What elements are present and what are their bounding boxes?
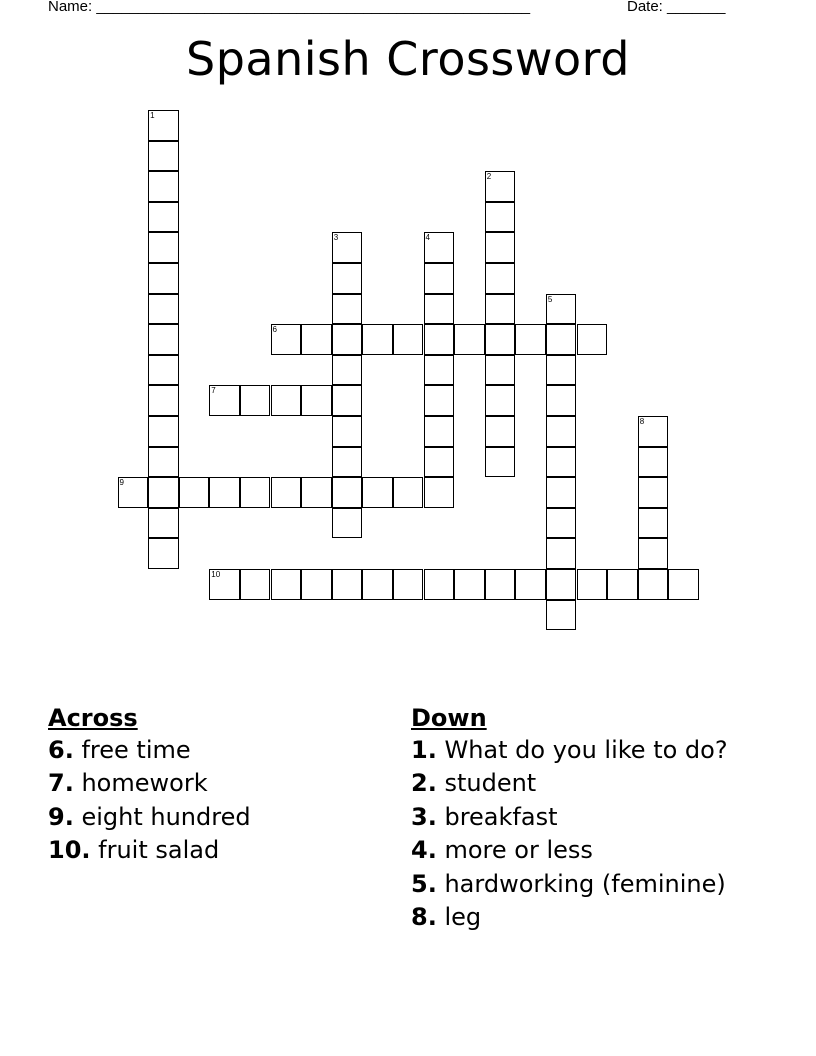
crossword-cell[interactable]	[271, 569, 302, 600]
crossword-cell[interactable]	[301, 569, 332, 600]
crossword-cell[interactable]	[424, 385, 455, 416]
crossword-cell[interactable]	[485, 324, 516, 355]
clue-number: 3.	[411, 802, 437, 831]
clue-text: more or less	[444, 836, 593, 865]
cell-number: 3	[333, 233, 339, 243]
clue-text: homework	[81, 769, 208, 798]
crossword-cell[interactable]	[546, 294, 577, 325]
crossword-cell[interactable]	[638, 508, 669, 539]
crossword-cell[interactable]	[424, 477, 455, 508]
crossword-cell[interactable]	[546, 385, 577, 416]
crossword-cell[interactable]	[424, 447, 455, 478]
crossword-cell[interactable]	[362, 569, 393, 600]
crossword-cell[interactable]	[332, 324, 363, 355]
crossword-cell[interactable]	[179, 477, 210, 508]
crossword-cell[interactable]	[332, 416, 363, 447]
crossword-cell[interactable]	[577, 324, 608, 355]
crossword-cell[interactable]	[148, 447, 179, 478]
crossword-cell[interactable]	[546, 569, 577, 600]
crossword-cell[interactable]	[546, 447, 577, 478]
crossword-cell[interactable]	[209, 385, 240, 416]
cell-number: 6	[272, 325, 277, 335]
across-clue-item	[48, 767, 251, 800]
clue-text: breakfast	[444, 802, 558, 831]
crossword-cell[interactable]	[485, 385, 516, 416]
crossword-cell[interactable]	[301, 477, 332, 508]
crossword-cell[interactable]	[148, 324, 179, 355]
crossword-cell[interactable]	[424, 263, 455, 294]
crossword-cell[interactable]	[546, 477, 577, 508]
down-heading: Down	[411, 704, 487, 732]
crossword-cell[interactable]	[148, 202, 179, 233]
cell-number: 2	[486, 172, 492, 182]
crossword-cell[interactable]	[424, 569, 455, 600]
crossword-cell[interactable]	[148, 385, 179, 416]
crossword-cell[interactable]	[148, 477, 179, 508]
across-clue-item	[48, 834, 251, 867]
crossword-cell[interactable]	[332, 447, 363, 478]
down-clue-item	[411, 801, 728, 834]
crossword-cell[interactable]	[546, 538, 577, 569]
crossword-cell[interactable]	[332, 477, 363, 508]
crossword-cell[interactable]	[332, 294, 363, 325]
across-clue-item	[48, 801, 251, 834]
down-clue-item	[411, 868, 728, 901]
crossword-cell[interactable]	[485, 202, 516, 233]
crossword-cell[interactable]	[485, 232, 516, 263]
crossword-cell[interactable]	[148, 232, 179, 263]
crossword-cell[interactable]	[271, 477, 302, 508]
crossword-cell[interactable]	[485, 355, 516, 386]
cell-number: 1	[150, 111, 155, 120]
crossword-cell[interactable]	[118, 477, 149, 508]
clue-number: 10.	[48, 836, 91, 865]
clue-text: free time	[81, 736, 191, 764]
crossword-cell[interactable]	[148, 294, 179, 325]
down-clue-item	[411, 901, 728, 934]
crossword-cell[interactable]	[362, 477, 393, 508]
crossword-cell[interactable]	[424, 294, 455, 325]
crossword-cell[interactable]	[148, 110, 179, 141]
name-field[interactable]: Name: ____________________________________________________	[48, 0, 531, 15]
crossword-cell[interactable]	[638, 416, 669, 447]
cell-number: 10	[211, 570, 221, 579]
crossword-cell[interactable]	[393, 477, 424, 508]
crossword-cell[interactable]	[546, 508, 577, 539]
crossword-cell[interactable]	[454, 324, 485, 355]
crossword-cell[interactable]	[485, 294, 516, 325]
crossword-cell[interactable]	[424, 355, 455, 386]
crossword-cell[interactable]	[148, 538, 179, 569]
crossword-cell[interactable]	[148, 141, 179, 172]
across-clue-item	[48, 734, 251, 767]
crossword-cell[interactable]	[209, 569, 240, 600]
crossword-cell[interactable]	[148, 263, 179, 294]
crossword-cell[interactable]	[638, 447, 669, 478]
crossword-cell[interactable]	[515, 569, 546, 600]
clue-text: eight hundred	[81, 802, 251, 831]
crossword-cell[interactable]	[148, 508, 179, 539]
crossword-cell[interactable]	[546, 416, 577, 447]
clue-number: 1.	[411, 736, 437, 764]
clue-number: 6.	[48, 736, 74, 764]
crossword-cell[interactable]	[546, 600, 577, 631]
clue-number: 8.	[411, 903, 437, 932]
crossword-cell[interactable]	[546, 324, 577, 355]
crossword-cell[interactable]	[668, 569, 699, 600]
down-clue-item	[411, 734, 728, 767]
clue-text: What do you like to do?	[444, 736, 728, 764]
crossword-cell[interactable]	[638, 569, 669, 600]
crossword-cell[interactable]	[332, 232, 363, 263]
down-clues	[411, 703, 728, 934]
clue-number: 2.	[411, 769, 437, 798]
crossword-cell[interactable]	[148, 416, 179, 447]
crossword-cell[interactable]	[332, 263, 363, 294]
crossword-cell[interactable]	[607, 569, 638, 600]
crossword-cell[interactable]	[393, 324, 424, 355]
clue-number: 9.	[48, 802, 74, 831]
crossword-cell[interactable]	[454, 569, 485, 600]
crossword-cell[interactable]	[332, 569, 363, 600]
cell-number: 5	[547, 294, 553, 304]
crossword-cell[interactable]	[148, 171, 179, 202]
crossword-cell[interactable]	[148, 355, 179, 386]
crossword-cell[interactable]	[240, 569, 271, 600]
crossword-cell[interactable]	[424, 324, 455, 355]
date-field[interactable]: Date: _______	[627, 0, 726, 15]
crossword-cell[interactable]	[485, 171, 516, 202]
cell-number: 7	[211, 386, 216, 396]
crossword-cell[interactable]	[240, 477, 271, 508]
cell-number: 4	[425, 233, 430, 243]
crossword-cell[interactable]	[485, 569, 516, 600]
crossword-cell[interactable]	[271, 385, 302, 416]
clue-text: hardworking (feminine)	[444, 869, 726, 898]
clue-number: 4.	[411, 836, 437, 865]
cell-number: 9	[119, 478, 124, 488]
crossword-cell[interactable]	[209, 477, 240, 508]
clue-number: 5.	[411, 869, 437, 898]
across-heading: Across	[48, 704, 138, 732]
clue-text: leg	[444, 903, 482, 932]
crossword-cell[interactable]	[424, 416, 455, 447]
crossword-cell[interactable]	[301, 385, 332, 416]
clue-text: fruit salad	[98, 836, 220, 865]
crossword-cell[interactable]	[485, 263, 516, 294]
crossword-cell[interactable]	[424, 232, 455, 263]
crossword-cell[interactable]	[301, 324, 332, 355]
crossword-cell[interactable]	[271, 324, 302, 355]
crossword-cell[interactable]	[515, 324, 546, 355]
crossword-cell[interactable]	[332, 355, 363, 386]
crossword-cell[interactable]	[638, 477, 669, 508]
crossword-cell[interactable]	[546, 355, 577, 386]
crossword-cell[interactable]	[638, 538, 669, 569]
crossword-cell[interactable]	[393, 569, 424, 600]
down-clue-item	[411, 767, 728, 800]
crossword-cell[interactable]	[362, 324, 393, 355]
clue-number: 7.	[48, 769, 74, 798]
down-clue-item	[411, 834, 728, 867]
across-clues	[48, 703, 251, 868]
crossword-cell[interactable]	[332, 385, 363, 416]
clue-text: student	[444, 769, 537, 798]
cell-number: 8	[639, 417, 645, 426]
crossword-cell[interactable]	[485, 447, 516, 478]
crossword-cell[interactable]	[240, 385, 271, 416]
crossword-cell[interactable]	[577, 569, 608, 600]
crossword-cell[interactable]	[485, 416, 516, 447]
page-title: Spanish Crossword	[186, 32, 630, 86]
crossword-cell[interactable]	[332, 508, 363, 539]
